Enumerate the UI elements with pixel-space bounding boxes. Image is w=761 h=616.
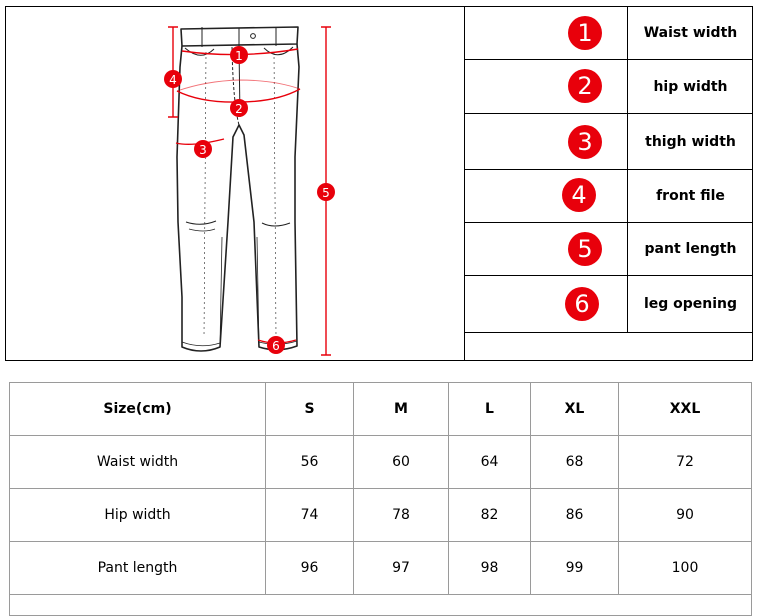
header-cell: Size(cm) [10, 383, 266, 436]
diagram-marker-4 [164, 70, 182, 88]
legend-badge: 1 [568, 16, 602, 50]
header-cell: XL [531, 383, 619, 436]
table-cell: 56 [266, 436, 354, 489]
table-cell: 72 [619, 436, 752, 489]
svg-text:1: 1 [235, 49, 243, 63]
diagram-marker-1 [230, 46, 248, 64]
table-cell: 68 [531, 436, 619, 489]
legend-row-pant-length [465, 223, 753, 276]
legend-badge: 5 [568, 232, 602, 266]
pants-outline [177, 27, 299, 351]
table-row [10, 542, 752, 595]
legend-badge: 3 [568, 125, 602, 159]
legend-number-cell [465, 114, 628, 169]
table-cell: 100 [619, 542, 752, 595]
legend-label: front file [656, 188, 725, 204]
table-cell: 99 [531, 542, 619, 595]
table-header-row [10, 383, 752, 436]
table-cell: 86 [531, 489, 619, 542]
row-label: Waist width [10, 436, 266, 489]
row-label: Pant length [10, 542, 266, 595]
legend-number-cell [465, 276, 628, 332]
legend-label: pant length [644, 241, 737, 257]
table-cell: 97 [354, 542, 449, 595]
table-cell: 64 [449, 436, 531, 489]
legend-label: hip width [653, 78, 728, 95]
table-cell: 82 [449, 489, 531, 542]
svg-text:5: 5 [322, 186, 330, 200]
size-chart-table [9, 382, 752, 616]
pants-diagram [6, 7, 464, 360]
table-cell: 78 [354, 489, 449, 542]
legend-row-thigh [465, 114, 753, 170]
diagram-marker-6 [267, 336, 285, 354]
legend-row-front-file [465, 170, 753, 223]
legend-number-cell [465, 170, 628, 222]
table-cell: 90 [619, 489, 752, 542]
legend-number-cell [465, 60, 628, 113]
legend-label: Waist width [643, 25, 738, 41]
table-row [10, 595, 752, 616]
table-cell: 74 [266, 489, 354, 542]
header-cell: L [449, 383, 531, 436]
diagram-marker-3 [194, 140, 212, 158]
header-cell: XXL [619, 383, 752, 436]
table-cell: 98 [449, 542, 531, 595]
legend-badge: 4 [562, 178, 596, 212]
legend-row-hip [465, 60, 753, 114]
header-cell: S [266, 383, 354, 436]
svg-text:2: 2 [235, 102, 243, 116]
measurement-legend [464, 7, 753, 360]
table-cell: 60 [354, 436, 449, 489]
measurement-lines [168, 27, 331, 355]
legend-label: leg opening [643, 296, 738, 312]
legend-row-waist [465, 7, 753, 60]
table-row [10, 489, 752, 542]
svg-text:6: 6 [272, 339, 280, 353]
legend-row-leg-opening [465, 276, 753, 333]
measurement-guide-panel [5, 6, 753, 361]
legend-number-cell [465, 223, 628, 275]
diagram-marker-2 [230, 99, 248, 117]
legend-badge: 6 [565, 287, 599, 321]
row-label: Hip width [10, 489, 266, 542]
diagram-marker-5 [317, 183, 335, 201]
svg-text:3: 3 [199, 143, 207, 157]
table-row [10, 436, 752, 489]
header-cell: M [354, 383, 449, 436]
legend-label: thigh width [645, 133, 736, 150]
legend-badge: 2 [568, 69, 602, 103]
table-cell: 96 [266, 542, 354, 595]
empty-cell [10, 595, 752, 616]
svg-text:4: 4 [169, 73, 177, 87]
pants-illustration [6, 7, 464, 360]
legend-number-cell [465, 7, 628, 59]
